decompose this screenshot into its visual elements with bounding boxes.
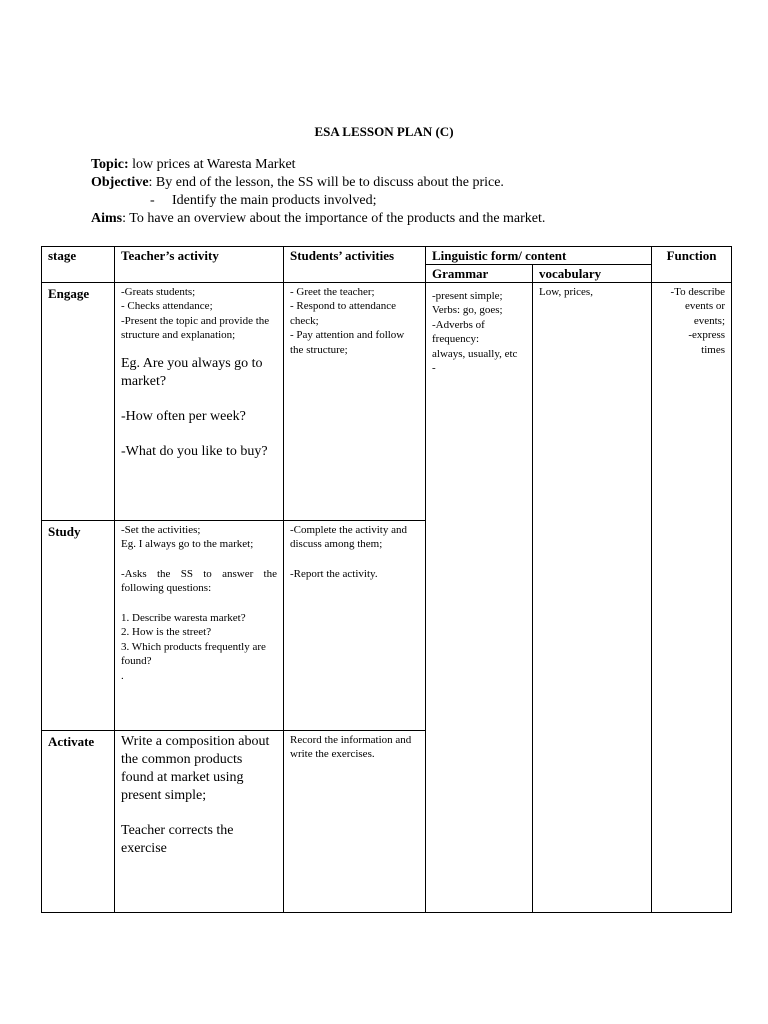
study-student-item: -Report the activity.	[290, 567, 378, 580]
header-row	[42, 247, 732, 265]
study-question: 2. How is the street?	[121, 626, 212, 638]
activate-student-item: Record the information and write the exercises.	[290, 733, 412, 760]
topic-label: Topic:	[91, 157, 129, 172]
grammar-item: always, usually, etc	[432, 347, 518, 360]
function-item: times	[701, 343, 726, 356]
vocabulary-cell	[533, 282, 652, 912]
header-grammar: Grammar	[426, 264, 533, 282]
header-teacher-activity: Teacher’s activity	[115, 247, 284, 283]
aims-label: Aims	[91, 211, 123, 226]
stage-study: Study	[42, 520, 115, 730]
engage-teacher-question: Eg. Are you always go to market?	[121, 355, 263, 389]
objective-bullet	[150, 192, 377, 210]
study-question: 1. Describe waresta market?	[121, 611, 246, 624]
header-vocabulary: vocabulary	[533, 264, 652, 282]
header-function: Function	[652, 247, 732, 283]
engage-student-item: - Pay attention and follow the structure;	[290, 329, 405, 356]
study-teacher-item: -Set the activities;	[121, 523, 201, 536]
study-teacher-item: .	[121, 669, 124, 682]
topic-value: low prices at Waresta Market	[128, 157, 296, 172]
activate-students-activities	[284, 730, 426, 912]
activate-teacher-item: Teacher corrects the exercise	[121, 822, 234, 856]
stage-engage: Engage	[42, 282, 115, 520]
engage-student-item: - Respond to attendance check;	[290, 300, 396, 327]
header-students-activities: Students’ activities	[284, 247, 426, 283]
objective-bullet-text: Identify the main products involved;	[172, 193, 377, 208]
function-item: events or	[685, 300, 726, 312]
study-question: 3. Which products frequently are found?	[121, 640, 266, 667]
grammar-item: Verbs: go, goes;	[432, 304, 503, 316]
grammar-cell	[426, 282, 533, 912]
stage-activate: Activate	[42, 730, 115, 912]
engage-teacher-item: -Present the topic and provide the structure and explanation;	[121, 314, 270, 341]
engage-teacher-activity	[115, 282, 284, 520]
function-item: events;	[693, 314, 726, 327]
document-title: ESA LESSON PLAN (C)	[314, 124, 454, 139]
lesson-plan-table	[41, 246, 732, 913]
engage-teacher-item: - Checks attendance;	[121, 300, 213, 312]
study-teacher-activity	[115, 520, 284, 730]
function-item: -To describe	[670, 285, 726, 298]
grammar-item: -	[432, 362, 436, 374]
activate-teacher-activity	[115, 730, 284, 912]
grammar-item: -Adverbs of frequency:	[432, 318, 485, 345]
function-cell	[652, 282, 732, 912]
header-stage: stage	[42, 247, 115, 283]
objective-line	[91, 174, 504, 192]
study-students-activities	[284, 520, 426, 730]
study-teacher-item: -Asks the SS to answer the following questions:	[121, 567, 277, 594]
aims-value: : To have an overview about the importance of the products and the market.	[122, 211, 546, 226]
bullet-dash: -	[150, 193, 155, 208]
topic-line	[91, 156, 296, 174]
function-item: -express	[688, 329, 726, 341]
engage-teacher-question: -What do you like to buy?	[121, 443, 268, 459]
engage-student-item: - Greet the teacher;	[290, 285, 375, 298]
objective-label: Objective	[91, 175, 149, 190]
aims-line	[91, 210, 545, 228]
engage-row	[42, 282, 732, 520]
vocabulary-item: Low, prices,	[539, 285, 593, 298]
engage-teacher-item: -Greats students;	[121, 285, 196, 298]
engage-students-activities	[284, 282, 426, 520]
study-student-item: -Complete the activity and discuss among them;	[290, 523, 407, 550]
study-teacher-item: Eg. I always go to the market;	[121, 538, 254, 550]
header-linguistic-form: Linguistic form/ content	[426, 247, 652, 265]
activate-teacher-item: Write a composition about the common products found at market using present simple;	[121, 733, 270, 803]
grammar-item: -present simple;	[432, 289, 503, 302]
objective-value: : By end of the lesson, the SS will be to discuss about the price.	[148, 175, 504, 190]
engage-teacher-question: -How often per week?	[121, 408, 246, 424]
